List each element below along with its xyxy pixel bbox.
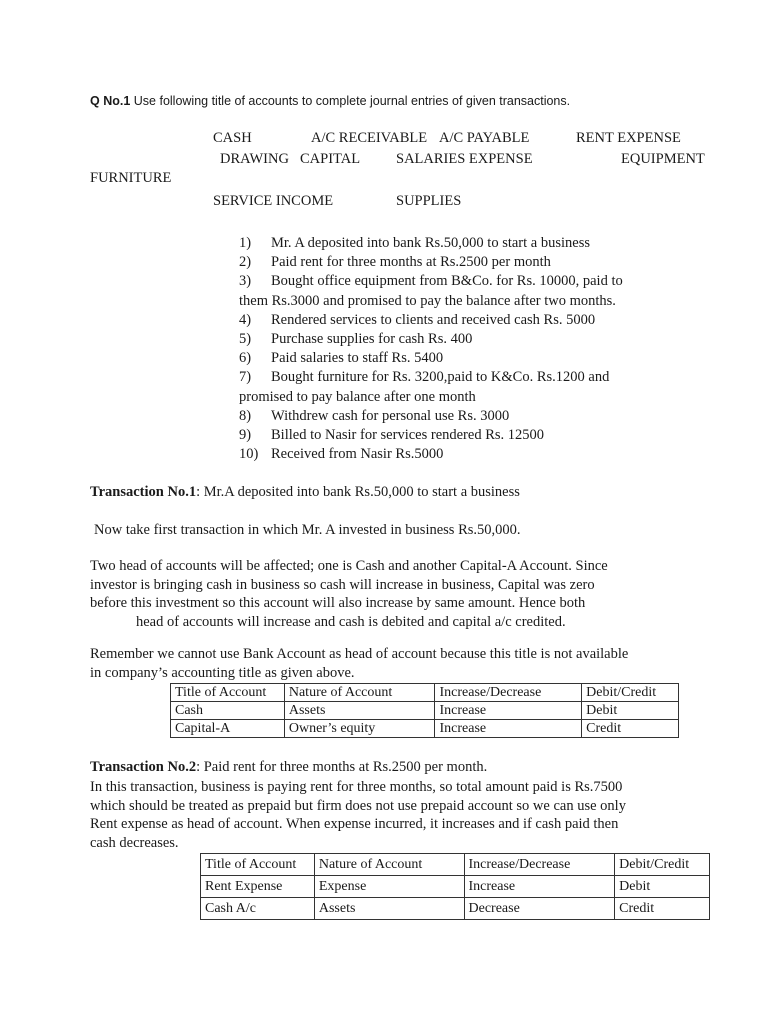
table-row: Cash Assets Increase Debit: [171, 702, 679, 720]
transaction-2-paragraph: In this transaction, business is paying rent for three months, so total amount paid is Rs.7500 which should be treated as prepaid but firm does not use prepaid account so we can use only Rent expense as head of account. When expense incurred, it increases and if cash paid then cash decreases.: [90, 779, 626, 851]
transaction-1-paragraph-1: Now take first transaction in which Mr. A invested in business Rs.50,000.: [94, 522, 521, 538]
transaction-2-heading: [90, 759, 487, 776]
account-furniture: FURNITURE: [90, 170, 172, 186]
account-equipment: EQUIPMENT: [621, 151, 705, 167]
question-text: Use following title of accounts to complete journal entries of given transactions.: [130, 94, 571, 108]
list-item: 9) Billed to Nasir for services rendered Rs. 12500: [239, 427, 545, 444]
transaction-1-paragraph-2: Two head of accounts will be affected; one is Cash and another Capital-A Account. Since investor is bringing cash in business so cash will increase in business, Capital was zero before this investment so this account will also increase by same amount. Hence both head of accounts will increase and cash is debited and capital a/c credited.: [90, 558, 608, 630]
list-item: 1) Mr. A deposited into bank Rs.50,000 to start a business: [239, 235, 590, 251]
account-receivable: A/C RECEIVABLE: [311, 130, 428, 146]
transaction-1-paragraph-3: Remember we cannot use Bank Account as head of account because this title is not available in company’s accounting title as given above.: [90, 646, 629, 681]
account-service-income: SERVICE INCOME: [213, 193, 334, 209]
transaction-1-table: [170, 683, 679, 738]
transaction-2-table: [200, 853, 710, 920]
transaction-1-text: : Mr.A deposited into bank Rs.50,000 to start a business: [196, 484, 520, 500]
account-capital: CAPITAL: [300, 151, 361, 167]
transaction-1-label: Transaction No.1: [90, 484, 197, 500]
table-header-row: Title of Account Nature of Account Increase/Decrease Debit/Credit: [171, 684, 679, 702]
question-heading: [90, 94, 570, 108]
list-item: 6) Paid salaries to staff Rs. 5400: [239, 350, 444, 367]
account-drawing: DRAWING: [220, 151, 289, 167]
list-item: 8) Withdrew cash for personal use Rs. 3000: [239, 407, 510, 424]
account-rent-expense: RENT EXPENSE: [576, 130, 681, 146]
list-item: 3) Bought office equipment from B&Co. for Rs. 10000, paid to: [239, 273, 623, 290]
list-item: 4) Rendered services to clients and received cash Rs. 5000: [239, 311, 596, 328]
list-item: 2) Paid rent for three months at Rs.2500 per month: [239, 254, 551, 271]
table-header-row: Title of Account Nature of Account Increase/Decrease Debit/Credit: [201, 854, 710, 876]
list-item-continuation: them Rs.3000 and promised to pay the balance after two months.: [239, 292, 616, 309]
account-supplies: SUPPLIES: [396, 193, 462, 209]
list-item: 10) Received from Nasir Rs.5000: [239, 446, 444, 463]
transaction-2-label: Transaction No.2: [90, 759, 197, 775]
account-payable: A/C PAYABLE: [439, 130, 530, 146]
transaction-list: [239, 234, 659, 464]
table-row: Capital-A Owner’s equity Increase Credit: [171, 720, 679, 738]
account-salaries-expense: SALARIES EXPENSE: [396, 151, 533, 167]
account-cash: CASH: [213, 130, 252, 146]
question-label: Q No.1: [90, 94, 131, 108]
table-row: Cash A/c Assets Decrease Credit: [201, 898, 710, 920]
list-item: 7) Bought furniture for Rs. 3200,paid to K&Co. Rs.1200 and: [239, 369, 610, 386]
transaction-2-text: : Paid rent for three months at Rs.2500 per month.: [196, 759, 488, 775]
list-item: 5) Purchase supplies for cash Rs. 400: [239, 331, 473, 348]
list-item-continuation: promised to pay balance after one month: [239, 388, 476, 405]
table-row: Rent Expense Expense Increase Debit: [201, 876, 710, 898]
transaction-1-heading: [90, 484, 520, 501]
